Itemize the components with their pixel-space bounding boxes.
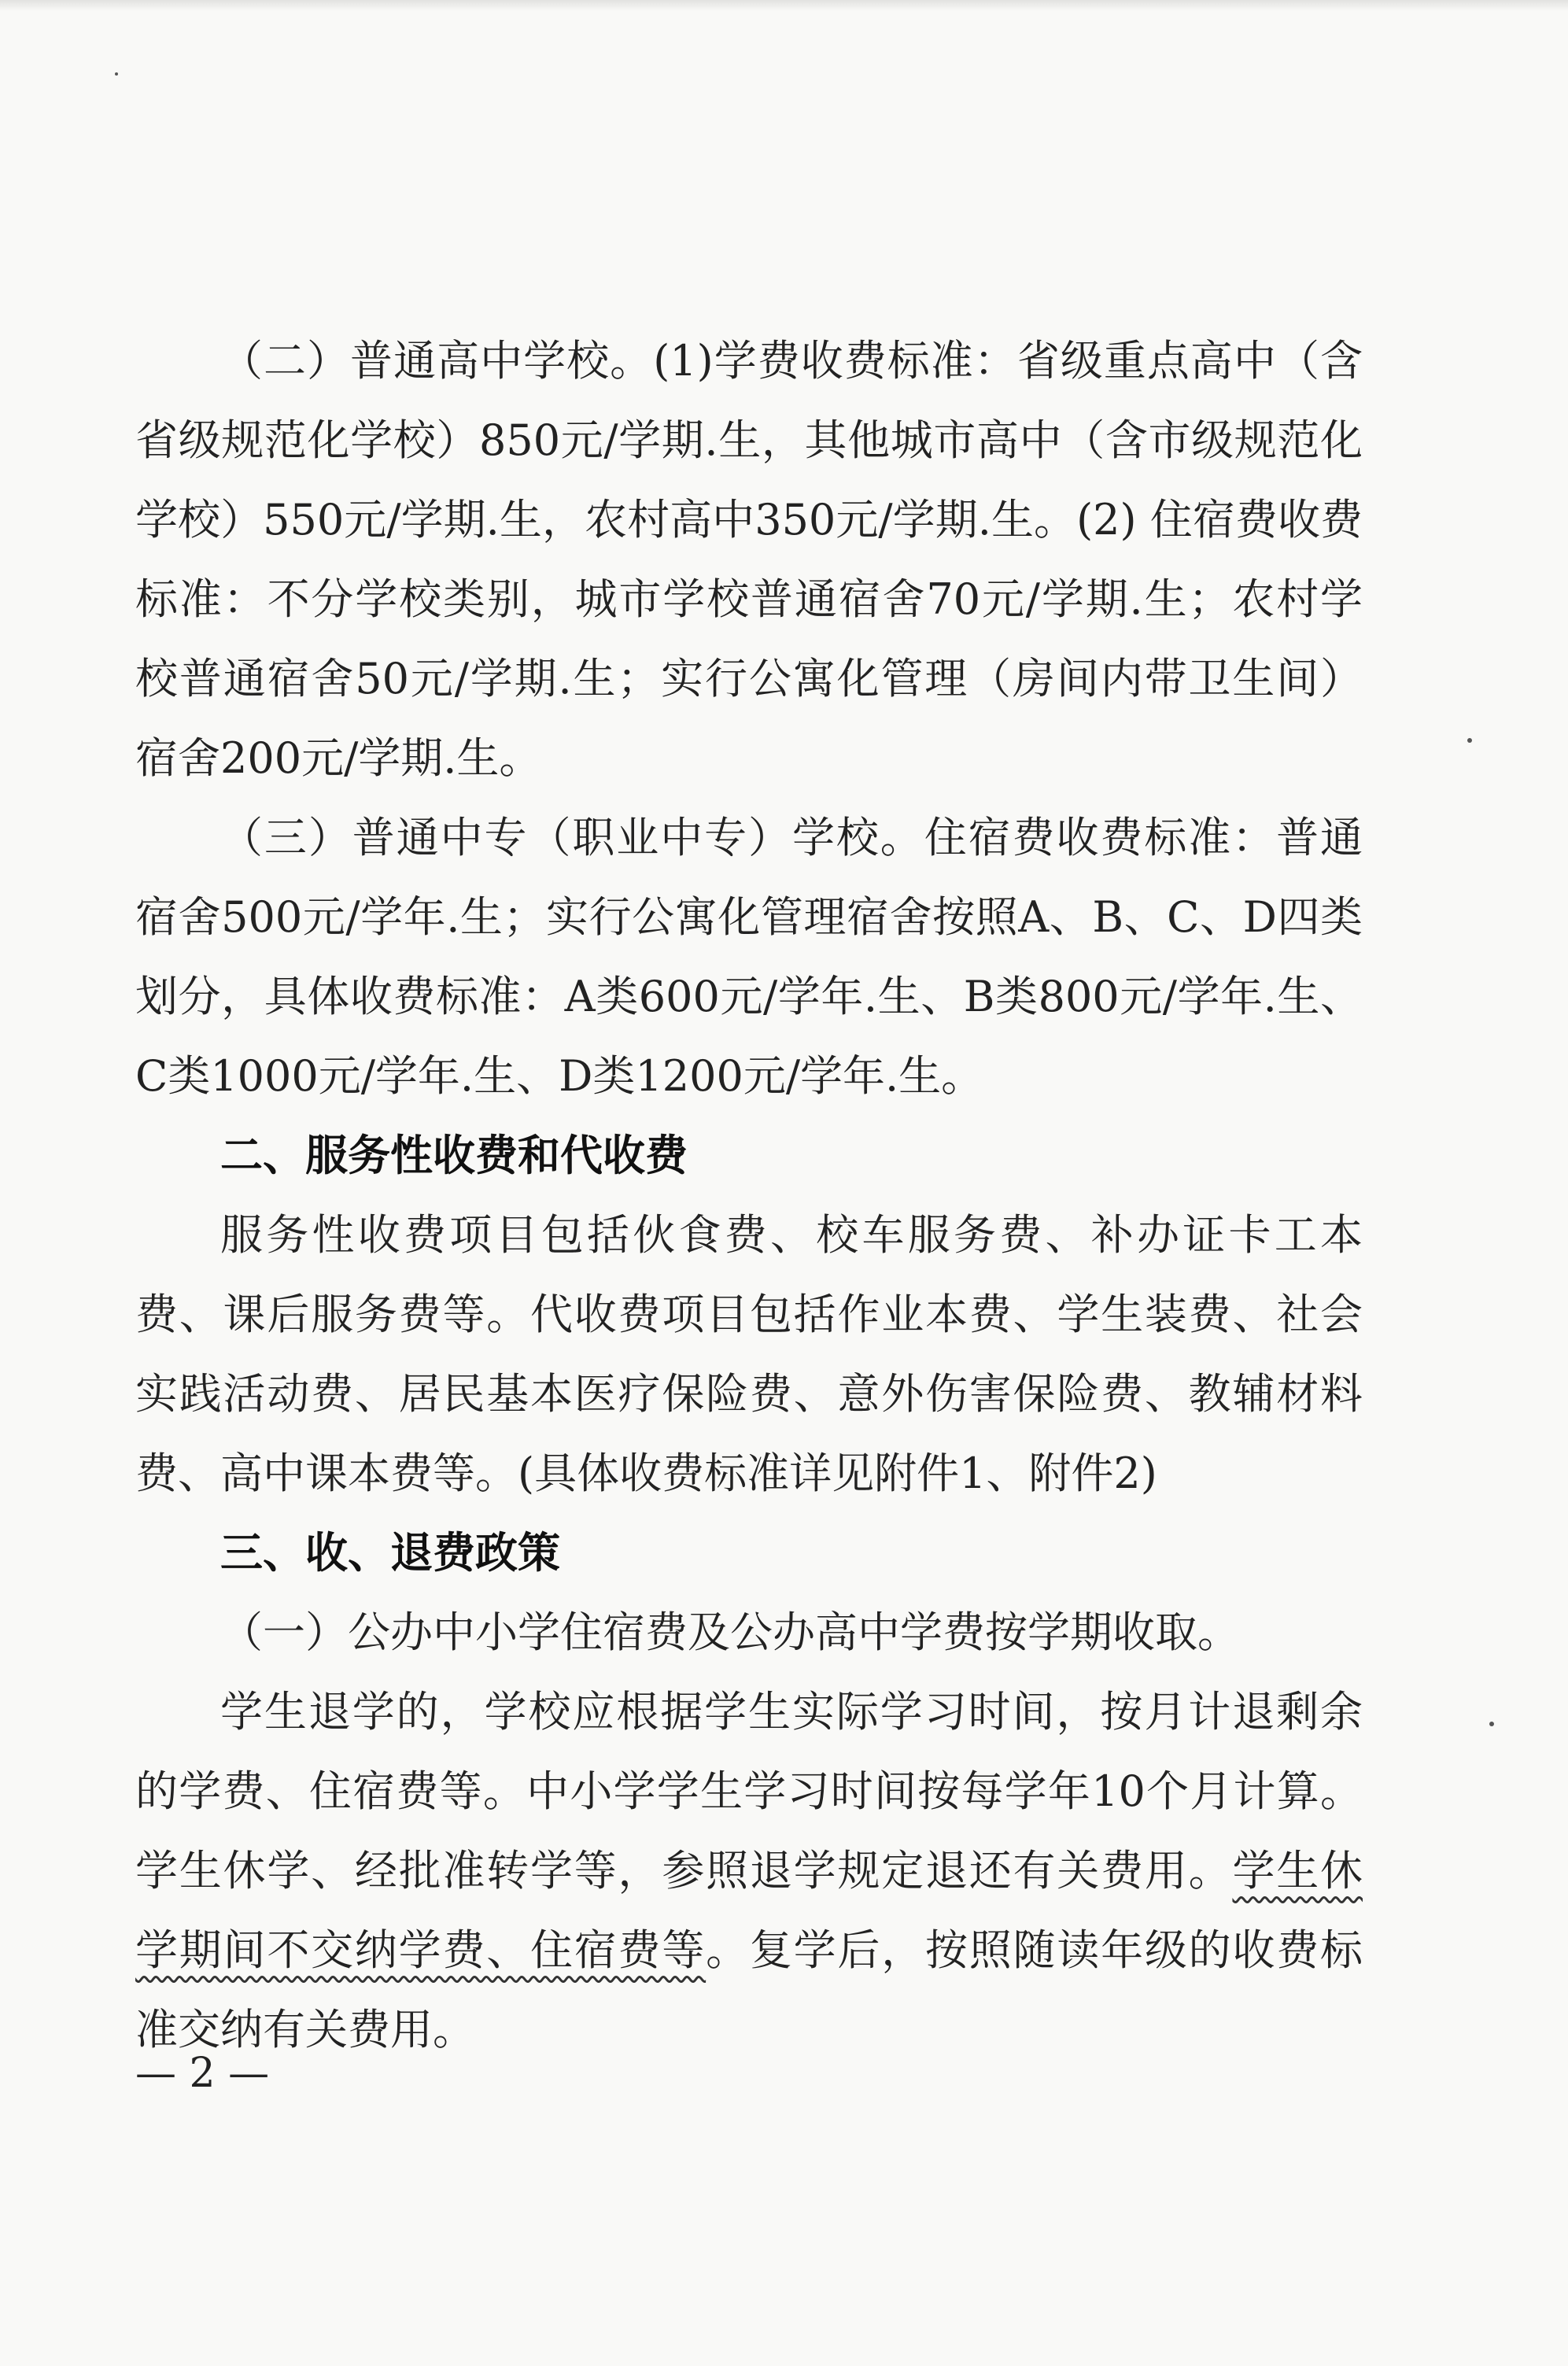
section-heading-service-fees: 二、服务性收费和代收费 <box>220 1131 688 1180</box>
section-heading-refund-policy: 三、收、退费政策 <box>220 1528 560 1578</box>
scan-speck <box>115 72 118 76</box>
paragraph-service-fees: 服务性收费项目包括伙食费、校车服务费、补办证卡工本费、课后服务费等。代收费项目包括作业本费、学生装费、社会实践活动费、居民基本医疗保险费、意外伤害保险费、教辅材料费、高中课本费等。(具体收费标准详见附件1、附件2) <box>135 1210 1363 1498</box>
document-body <box>135 321 1363 2069</box>
refund-text-end: 。复学后，按照随读年级的收费标准交纳有关费用。 <box>135 1925 1363 2054</box>
scan-edge <box>0 0 1568 11</box>
scan-speck <box>1467 738 1472 743</box>
paragraph-high-school-fees: （二）普通高中学校。(1)学费收费标准：省级重点高中（含省级规范化学校）850元/学期.生，其他城市高中（含市级规范化学校）550元/学期.生，农村高中350元/学期.生。(2) 住宿费收费标准：不分学校类别，城市学校普通宿舍70元/学期.生；农村学校普通宿舍50元/学期.生；实行公寓化管理（房间内带卫生间）宿舍200元/学期.生。 <box>135 336 1363 783</box>
refund-text-start: 学生退学的，学校应根据学生实际学习时间，按月计退剩余的学费、住宿费等。中小学学生学习时间按每学年10个月计算。学生休学、经批准转学等，参照退学规定退还有关费用。 <box>135 1687 1363 1895</box>
paragraph-collection-rule: （一）公办中小学住宿费及公办高中学费按学期收取。 <box>220 1607 1240 1657</box>
paragraph-vocational-school-fees: （三）普通中专（职业中专）学校。住宿费收费标准：普通宿舍500元/学年.生；实行公寓化管理宿舍按照A、B、C、D四类划分，具体收费标准：A类600元/学年.生、B类800元/学年.生、C类1000元/学年.生、D类1200元/学年.生。 <box>135 813 1363 1101</box>
page-number: — 2 — <box>135 2050 270 2097</box>
underlined-suspension-clause: 学生休学期间不交纳学费、住宿费等 <box>135 1846 1363 1975</box>
scan-speck <box>1489 1722 1494 1726</box>
paragraph-withdrawal-refund <box>135 1672 1363 2069</box>
